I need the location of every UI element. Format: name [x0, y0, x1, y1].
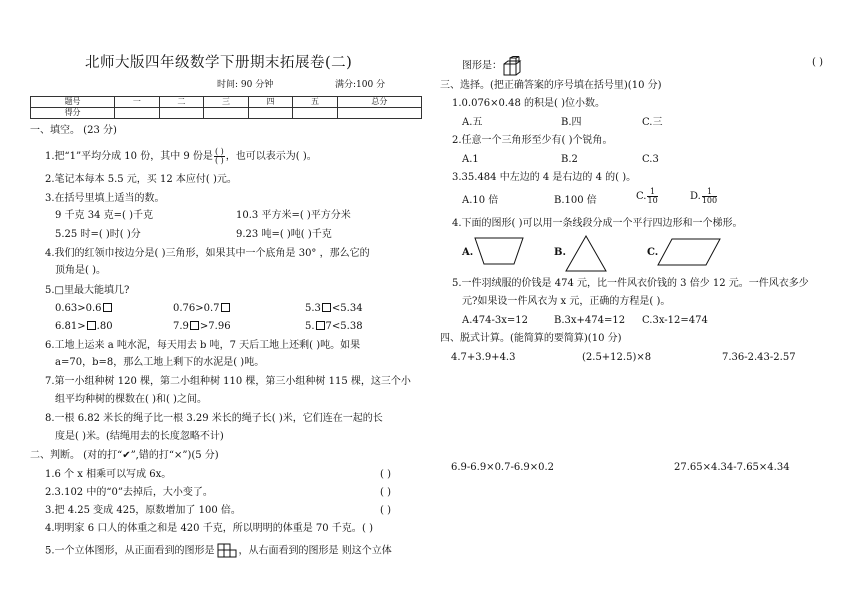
- section3-heading: 三、选择。(把正确答案的序号填在括号里)(10 分): [440, 80, 662, 91]
- frac-den: 10: [647, 196, 658, 205]
- score-header: 二: [159, 97, 204, 108]
- frac-num: ( ): [214, 147, 224, 156]
- s3-q4: 4.下面的图形( )可以用一条线段分成一个平行四边形和一个梯形。: [452, 218, 743, 229]
- s1-q3-item: 9.23 吨=( )吨( )千克: [236, 229, 332, 240]
- s1-q8-cont: 度是( )米。(结绳用去的长度忽略不计): [55, 431, 224, 442]
- s1-q3: 3.在括号里填上适当的数。: [45, 193, 165, 204]
- blank-box[interactable]: [316, 321, 325, 330]
- s2-item: 2.3.102 中的“0”去掉后，大小变了。: [45, 487, 213, 498]
- s3-option[interactable]: B.四: [561, 117, 582, 128]
- s1-q1-text: 1.把“1”平均分成 10 份，其中 9 份是: [45, 151, 213, 162]
- s3-option[interactable]: C.3x-12=474: [642, 315, 708, 326]
- s1-q5-item: [55, 302, 113, 316]
- full-score: 满分:100 分: [335, 80, 386, 90]
- s1-q5-item: [305, 302, 363, 316]
- s2-item: 4.明明家 6 口人的体重之和是 420 千克，所以明明的体重是 70 千克。: [45, 523, 362, 534]
- s2-q5-text2: ，从右面看到的图形是 则这个立体: [238, 545, 392, 557]
- s2-q5-cont: [462, 56, 526, 76]
- s1-q5: 5.□里最大能填几?: [45, 285, 130, 296]
- q5-item-post: .80: [96, 321, 113, 332]
- frac-num: 1: [647, 188, 657, 197]
- s2-q5-text: 5.一个立体图形，从正面看到的图形是: [45, 545, 215, 557]
- trapezoid-figure: [474, 236, 524, 266]
- s1-q5-item: [173, 320, 231, 334]
- s1-q1-fraction: [214, 148, 225, 165]
- score-header: 一: [115, 97, 160, 108]
- s3-option[interactable]: C.三: [642, 117, 663, 128]
- frac-den: 100: [701, 196, 718, 205]
- frac-den: ( ): [214, 156, 224, 165]
- s3-option[interactable]: A.1: [462, 154, 479, 165]
- score-header: 四: [248, 97, 293, 108]
- q5-item-pre: 0.76>0.7: [173, 303, 220, 314]
- q5-item-post: >7.96: [199, 321, 231, 332]
- score-cell[interactable]: [204, 108, 249, 119]
- s1-q7-cont: 组平均种树的棵数在( )和( )之间。: [55, 394, 207, 405]
- s3-option[interactable]: [690, 188, 718, 205]
- s3-option[interactable]: B.100 倍: [554, 195, 597, 206]
- front-view-figure-icon: [217, 543, 237, 559]
- s2-q5: [45, 543, 392, 559]
- section2-heading: 二、判断。 (对的打“✔”,错的打“×”)(5 分): [30, 450, 219, 461]
- s3-q2: 2.任意一个三角形至少有( )个锐角。: [452, 135, 613, 146]
- s3-q3: 3.35.484 中左边的 4 是右边的 4 的( )。: [452, 172, 637, 183]
- blank-box[interactable]: [322, 303, 331, 312]
- s1-q8: 8.一根 6.82 米长的绳子比一根 3.29 米长的绳子长( )米，它们连在一起的长: [45, 413, 383, 424]
- frac-num: 1: [702, 188, 717, 197]
- triangle-figure: [564, 234, 608, 274]
- score-row-label: 得分: [31, 108, 115, 119]
- s2-item: 1.6 个 x 相乘可以写成 6x。: [45, 469, 172, 480]
- score-header: 题号: [31, 97, 115, 108]
- q5-item-pre: 5.: [305, 321, 315, 332]
- s1-q5-item: [173, 302, 231, 316]
- s3-option[interactable]: B.2: [561, 154, 578, 165]
- s1-q6-cont: a=70，b=8，那么工地上剩下的水泥是( )吨。: [55, 357, 265, 368]
- blank-box[interactable]: [87, 321, 96, 330]
- blank-box[interactable]: [190, 321, 199, 330]
- calc-expression: 7.36-2.43-2.57: [722, 352, 796, 363]
- s1-q3-item: 5.25 时=( )时( )分: [55, 229, 141, 240]
- s3-option[interactable]: B.3x+474=12: [554, 315, 626, 326]
- answer-paren[interactable]: ( ): [380, 487, 391, 498]
- s1-q1-text2: ，也可以表示为( )。: [225, 151, 317, 162]
- score-cell[interactable]: [248, 108, 293, 119]
- fraction: [647, 188, 657, 205]
- parallelogram-figure: [656, 237, 722, 267]
- section1-heading: 一、填空。 (23 分): [30, 125, 117, 136]
- s3-option[interactable]: A.: [462, 247, 474, 258]
- s1-q1: [45, 148, 317, 165]
- q5-item-pre: 6.81>: [55, 321, 86, 332]
- score-header: 五: [293, 97, 338, 108]
- s1-q5-item: [305, 320, 363, 334]
- s1-q3-item: 10.3 平方米=( )平方分米: [236, 210, 351, 221]
- s2-q5-text3: 图形是：: [462, 60, 502, 72]
- page-title: 北师大版四年级数学下册期末拓展卷(二): [85, 55, 353, 71]
- s1-q4-cont: 顶角是( )。: [55, 265, 106, 276]
- score-table: [30, 96, 422, 119]
- cube-stack-figure-icon: [502, 56, 526, 76]
- answer-paren[interactable]: ( ): [362, 523, 373, 534]
- s1-q5-item: [55, 320, 113, 334]
- s2-item: 3.把 4.25 变成 425，原数增加了 100 倍。: [45, 505, 241, 516]
- s3-option[interactable]: A.474-3x=12: [462, 315, 528, 326]
- q5-item-pre: 7.9: [173, 321, 189, 332]
- q5-item-post: <5.34: [331, 303, 363, 314]
- q5-item-pre: 0.63>0.6: [55, 303, 102, 314]
- score-cell[interactable]: [337, 108, 421, 119]
- s3-option[interactable]: A.五: [462, 117, 483, 128]
- answer-paren[interactable]: ( ): [380, 505, 391, 516]
- calc-expression: 6.9-6.9×0.7-6.9×0.2: [451, 462, 555, 473]
- score-cell[interactable]: [293, 108, 338, 119]
- option-letter: D.: [690, 191, 701, 202]
- blank-box[interactable]: [221, 303, 230, 312]
- blank-box[interactable]: [103, 303, 112, 312]
- score-header: 总分: [337, 97, 421, 108]
- section4-heading: 四、脱式计算。(能简算的要简算)(10 分): [440, 333, 622, 344]
- s3-option[interactable]: A.10 倍: [462, 195, 499, 206]
- s3-option[interactable]: B.: [554, 247, 566, 258]
- s3-option[interactable]: C.: [647, 247, 659, 258]
- calc-expression: 27.65×4.34-7.65×4.34: [674, 462, 790, 473]
- s1-q6: 6.工地上运来 a 吨水泥，每天用去 b 吨，7 天后工地上还剩( )吨。如果: [45, 340, 361, 351]
- answer-paren[interactable]: ( ): [812, 57, 823, 68]
- score-cell[interactable]: [115, 108, 160, 119]
- exam-time: 时间: 90 分钟: [217, 80, 274, 90]
- s1-q7: 7.第一小组种树 120 棵，第二小组种树 110 棵，第三小组种树 115 棵，这三个小: [45, 376, 411, 387]
- option-letter: C.: [636, 191, 647, 202]
- s3-q5-cont: 元?如果设一件风衣为 x 元，正确的方程是( )。: [462, 296, 671, 307]
- q5-item-post: 7<5.38: [325, 321, 363, 332]
- s3-option[interactable]: [636, 188, 659, 205]
- score-header: 三: [204, 97, 249, 108]
- s3-q5: 5.一件羽绒服的价钱是 474 元，比一件风衣价钱的 3 倍少 12 元。一件风衣多少: [452, 278, 809, 289]
- q5-item-pre: 5.3: [305, 303, 321, 314]
- s1-q4: 4.我们的红领巾按边分是( )三角形，如果其中一个底角是 30° ，那么它的: [45, 248, 370, 259]
- fraction: [702, 188, 717, 205]
- s3-option[interactable]: C.3: [642, 154, 659, 165]
- calc-expression: 4.7+3.9+4.3: [451, 352, 516, 363]
- calc-expression: (2.5+12.5)×8: [582, 352, 652, 363]
- s1-q2: 2.笔记本每本 5.5 元，买 12 本应付( )元。: [45, 174, 237, 185]
- s1-q3-item: 9 千克 34 克=( )千克: [55, 210, 153, 221]
- s3-q1: 1.0.076×0.48 的积是( )位小数。: [452, 98, 605, 109]
- score-cell[interactable]: [159, 108, 204, 119]
- answer-paren[interactable]: ( ): [380, 469, 391, 480]
